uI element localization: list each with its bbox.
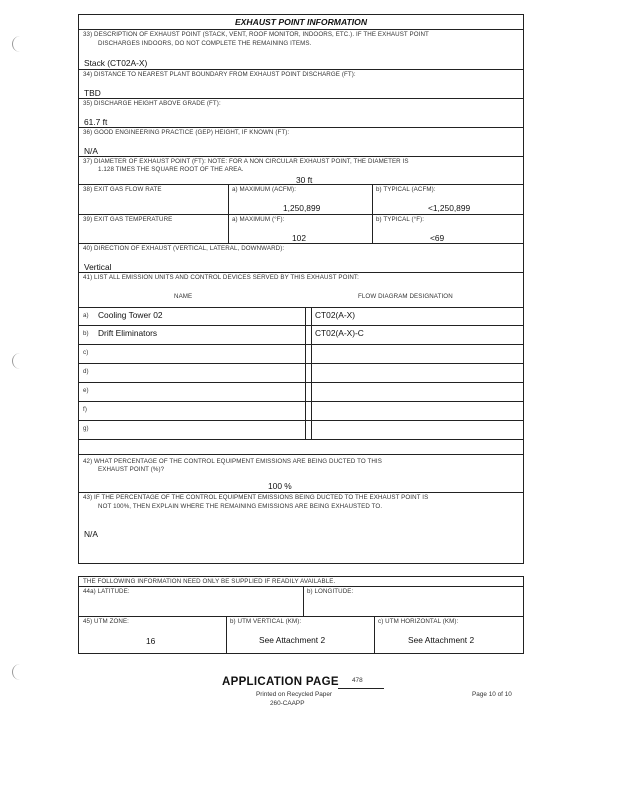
utm-horizontal-label: c) UTM HORIZONTAL (KM):: [378, 618, 459, 625]
q37-label-cont: 1.128 TIMES THE SQUARE ROOT OF THE AREA.: [98, 166, 244, 173]
q39-typical-value[interactable]: <69: [430, 233, 445, 243]
q38-label: 38) EXIT GAS FLOW RATE: [83, 186, 162, 193]
q42-label-cont: EXHAUST POINT (%)?: [98, 466, 165, 473]
table-row[interactable]: [78, 344, 524, 363]
q37-value[interactable]: 30 ft: [296, 175, 313, 185]
q33-label: 33) DESCRIPTION OF EXHAUST POINT (STACK, VENT, ROOF MONITOR, INDOORS, ETC.). IF THE EXHAUST POINT: [83, 31, 429, 38]
row-name[interactable]: Drift Eliminators: [98, 328, 158, 338]
recycled-paper-note: Printed on Recycled Paper: [256, 691, 333, 698]
application-page-label: APPLICATION PAGE: [222, 676, 339, 688]
q39-label: 39) EXIT GAS TEMPERATURE: [83, 216, 173, 223]
row-letter: g): [83, 425, 89, 432]
q41-name-header: NAME: [174, 293, 193, 300]
q38-typical-label: b) TYPICAL (ACFM):: [376, 186, 436, 193]
q38-max-value[interactable]: 1,250,899: [283, 203, 321, 213]
q35-label: 35) DISCHARGE HEIGHT ABOVE GRADE (FT):: [83, 100, 221, 107]
q34-value[interactable]: TBD: [84, 88, 101, 98]
latitude-label: 44a) LATITUDE:: [83, 588, 130, 595]
q38-typical-value[interactable]: <1,250,899: [428, 203, 471, 213]
table-row[interactable]: [78, 307, 524, 325]
row-designation[interactable]: CT02(A-X)-C: [315, 328, 364, 338]
q41-label: 41) LIST ALL EMISSION UNITS AND CONTROL DEVICES SERVED BY THIS EXHAUST POINT:: [83, 274, 359, 281]
location-note: THE FOLLOWING INFORMATION NEED ONLY BE SUPPLIED IF READILY AVAILABLE.: [83, 578, 336, 585]
q43-value[interactable]: N/A: [84, 529, 98, 539]
application-page-number: 478: [352, 677, 363, 684]
q42-label: 42) WHAT PERCENTAGE OF THE CONTROL EQUIPMENT EMISSIONS ARE BEING DUCTED TO THIS: [83, 458, 382, 465]
row-letter: a): [83, 312, 89, 319]
form-code: 260-CAAPP: [270, 700, 305, 707]
q41-flow-header: FLOW DIAGRAM DESIGNATION: [358, 293, 453, 300]
utm-zone-value[interactable]: 16: [146, 636, 156, 646]
q39-max-value[interactable]: 102: [292, 233, 306, 243]
page-number-line: [338, 688, 384, 689]
table-row[interactable]: [78, 363, 524, 382]
q36-value[interactable]: N/A: [84, 146, 98, 156]
q34-label: 34) DISTANCE TO NEAREST PLANT BOUNDARY FROM EXHAUST POINT DISCHARGE (FT):: [83, 71, 356, 78]
q38-max-label: a) MAXIMUM (ACFM):: [232, 186, 297, 193]
q33-value[interactable]: Stack (CT02A-X): [84, 58, 148, 68]
longitude-label: b) LONGITUDE:: [307, 588, 354, 595]
q42-value[interactable]: 100 %: [268, 481, 292, 491]
form-title: EXHAUST POINT INFORMATION: [234, 17, 368, 27]
utm-vertical-value[interactable]: See Attachment 2: [259, 635, 326, 645]
row-letter: d): [83, 368, 89, 375]
binder-mark-top: [12, 36, 23, 52]
table-row[interactable]: [78, 401, 524, 420]
q37-label: 37) DIAMETER OF EXHAUST POINT (FT): NOTE: FOR A NON CIRCULAR EXHAUST POINT, THE DIAMETER IS: [83, 158, 409, 165]
form-border: [78, 14, 524, 564]
q35-value[interactable]: 61.7 ft: [84, 117, 108, 127]
row-letter: e): [83, 387, 89, 394]
binder-mark-middle: [12, 353, 23, 369]
utm-vertical-label: b) UTM VERTICAL (KM):: [230, 618, 302, 625]
q39-typical-label: b) TYPICAL (°F):: [376, 216, 425, 223]
row-letter: f): [83, 406, 87, 413]
row-letter: b): [83, 330, 89, 337]
q36-label: 36) GOOD ENGINEERING PRACTICE (GEP) HEIGHT, IF KNOWN (FT):: [83, 129, 290, 136]
q43-label-cont: NOT 100%, THEN EXPLAIN WHERE THE REMAINING EMISSIONS ARE BEING EXHAUSTED TO.: [98, 503, 383, 510]
table-row[interactable]: [78, 325, 524, 344]
q39-max-label: a) MAXIMUM (°F):: [232, 216, 285, 223]
q40-value[interactable]: Vertical: [84, 262, 112, 272]
longitude-field[interactable]: [368, 588, 518, 614]
exhaust-point-form: [78, 14, 524, 564]
utm-horizontal-value[interactable]: See Attachment 2: [408, 635, 475, 645]
row-letter: c): [83, 349, 89, 356]
table-row[interactable]: [78, 420, 524, 439]
latitude-field[interactable]: [138, 588, 298, 614]
location-block: [78, 576, 524, 654]
q33-label-cont: DISCHARGES INDOORS, DO NOT COMPLETE THE REMAINING ITEMS.: [98, 40, 312, 47]
q43-label: 43) IF THE PERCENTAGE OF THE CONTROL EQUIPMENT EMISSIONS BEING DUCTED TO THE EXHAUST POINT IS: [83, 494, 429, 501]
row-designation[interactable]: CT02(A-X): [315, 310, 356, 320]
utm-zone-label: 45) UTM ZONE:: [83, 618, 129, 625]
row-name[interactable]: Cooling Tower 02: [98, 310, 163, 320]
page-of: Page 10 of 10: [472, 691, 512, 698]
binder-mark-bottom: [12, 664, 23, 680]
q40-label: 40) DIRECTION OF EXHAUST (VERTICAL, LATERAL, DOWNWARD):: [83, 245, 285, 252]
table-row[interactable]: [78, 382, 524, 401]
